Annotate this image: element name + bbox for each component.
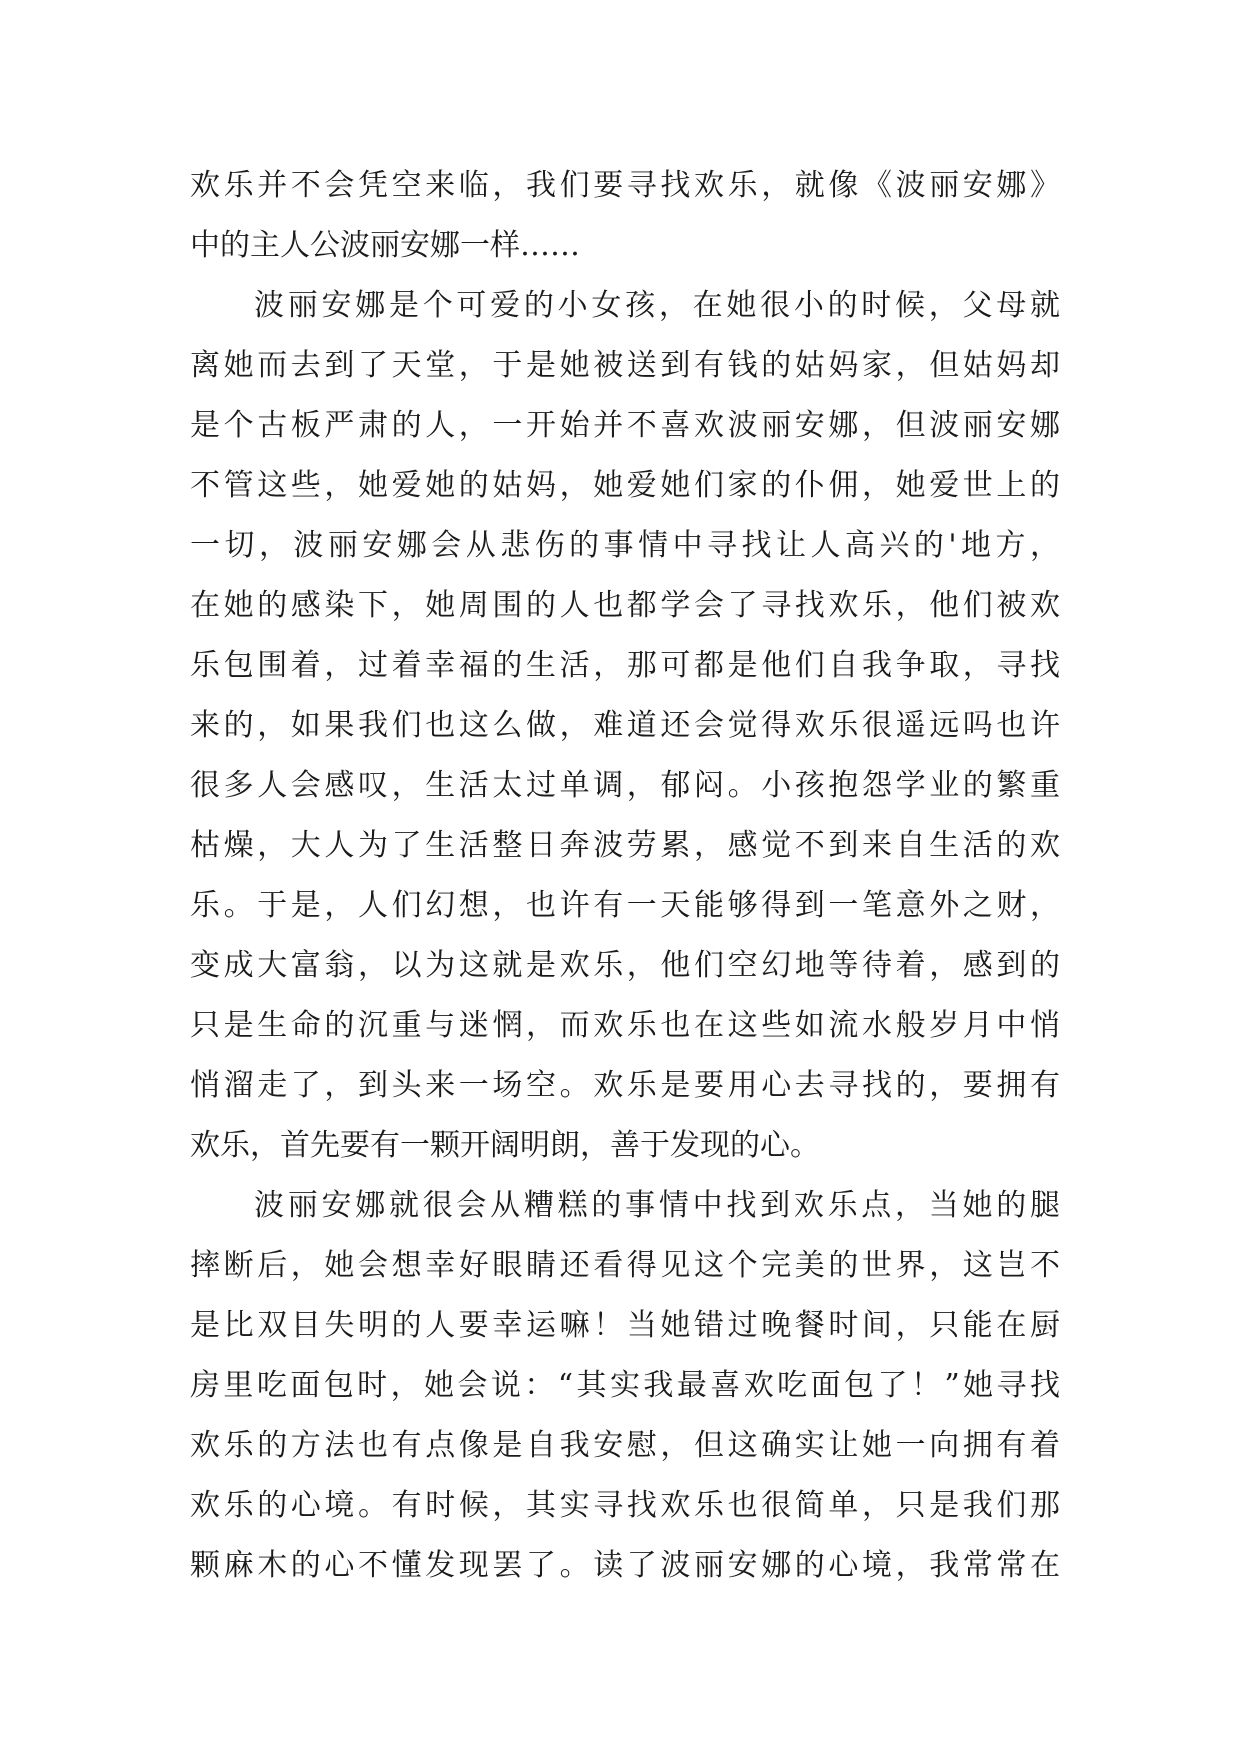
text-line: 摔断后，她会想幸好眼睛还看得见这个完美的世界，这岂不 (190, 1248, 1060, 1283)
text-line: 中的主人公波丽安娜一样…… (190, 228, 580, 263)
text-line: 离她而去到了天堂，于是她被送到有钱的姑妈家，但姑妈却 (190, 348, 1060, 383)
text-line: 欢乐的方法也有点像是自我安慰，但这确实让她一向拥有着 (190, 1428, 1060, 1463)
text-line: 是比双目失明的人要幸运嘛！当她错过晚餐时间，只能在厨 (190, 1308, 1060, 1343)
text-line: 不管这些，她爱她的姑妈，她爱她们家的仆佣，她爱世上的 (190, 468, 1060, 503)
text-line: 枯燥，大人为了生活整日奔波劳累，感觉不到来自生活的欢 (190, 828, 1060, 863)
text-line: 乐包围着，过着幸福的生活，那可都是他们自我争取，寻找 (190, 648, 1060, 683)
text-line: 欢乐并不会凭空来临，我们要寻找欢乐，就像《波丽安娜》 (190, 168, 1060, 203)
text-line: 变成大富翁，以为这就是欢乐，他们空幻地等待着，感到的 (190, 948, 1060, 983)
text-line: 乐。于是，人们幻想，也许有一天能够得到一笔意外之财， (190, 888, 1060, 923)
text-line: 波丽安娜就很会从糟糕的事情中找到欢乐点，当她的腿 (254, 1188, 1060, 1223)
text-line: 一切，波丽安娜会从悲伤的事情中寻找让人高兴的'地方， (190, 528, 1060, 563)
text-line: 波丽安娜是个可爱的小女孩，在她很小的时候，父母就 (254, 288, 1060, 323)
text-line: 来的，如果我们也这么做，难道还会觉得欢乐很遥远吗也许 (190, 708, 1060, 743)
text-line: 颗麻木的心不懂发现罢了。读了波丽安娜的心境，我常常在 (190, 1548, 1060, 1583)
paragraph (190, 276, 1060, 1176)
body-text (190, 156, 1060, 1596)
text-line: 只是生命的沉重与迷惘，而欢乐也在这些如流水般岁月中悄 (190, 1008, 1060, 1043)
text-line: 是个古板严肃的人，一开始并不喜欢波丽安娜，但波丽安娜 (190, 408, 1060, 443)
paragraph (190, 156, 1060, 276)
text-line: 欢乐的心境。有时候，其实寻找欢乐也很简单，只是我们那 (190, 1488, 1060, 1523)
text-line: 悄溜走了，到头来一场空。欢乐是要用心去寻找的，要拥有 (190, 1068, 1060, 1103)
text-line: 房里吃面包时，她会说：“其实我最喜欢吃面包了！”她寻找 (190, 1368, 1060, 1403)
paragraph (190, 1176, 1060, 1596)
text-line: 欢乐，首先要有一颗开阔明朗，善于发现的心。 (190, 1128, 820, 1163)
text-line: 很多人会感叹，生活太过单调，郁闷。小孩抱怨学业的繁重 (190, 768, 1060, 803)
text-line: 在她的感染下，她周围的人也都学会了寻找欢乐，他们被欢 (190, 588, 1060, 623)
